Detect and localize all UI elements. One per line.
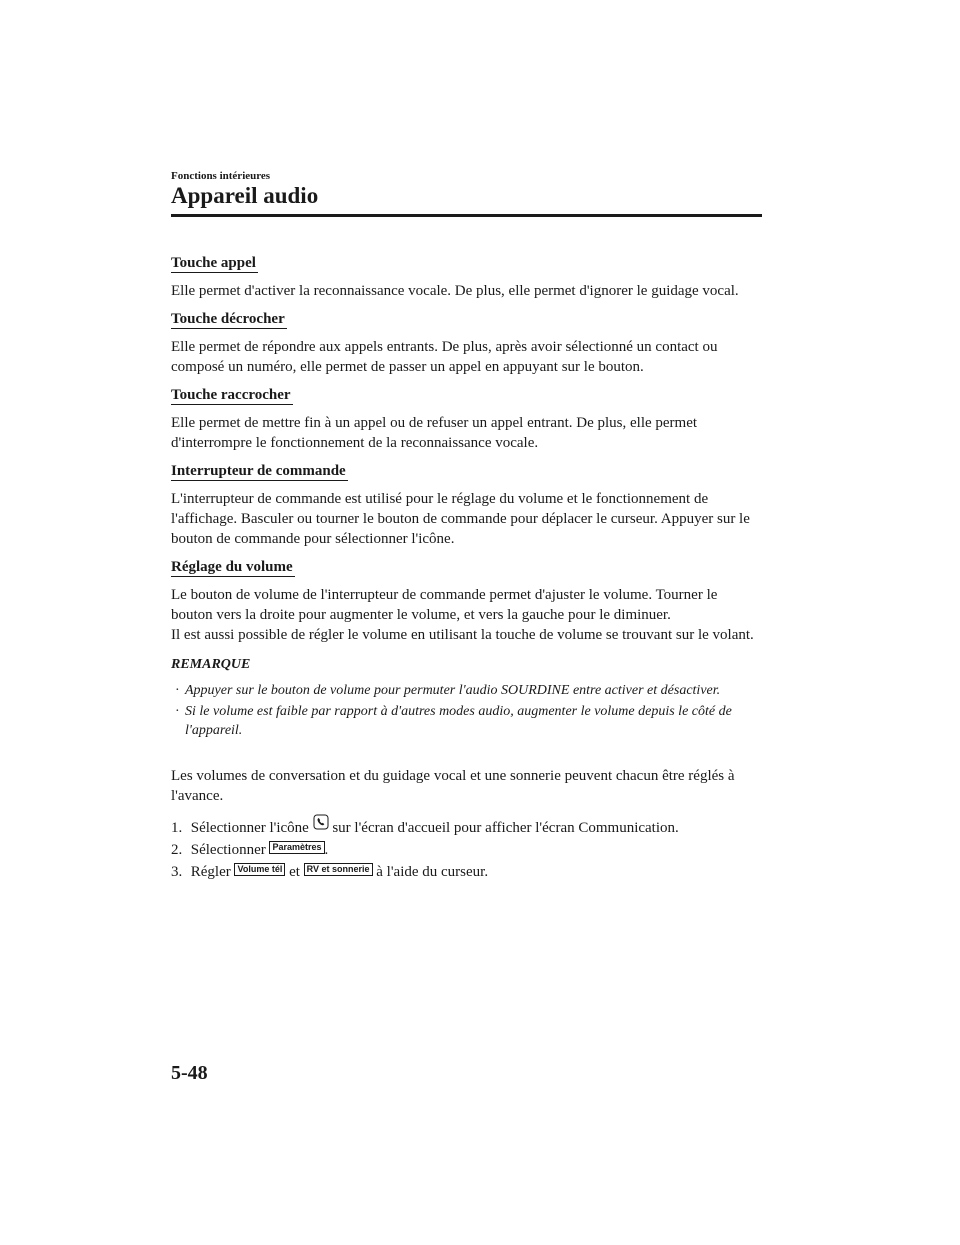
intro-paragraph: Les volumes de conversation et du guidage vocal et une sonnerie peuvent chacun être réglés à l'avance. <box>171 768 735 804</box>
section-heading: Réglage du volume <box>171 559 293 575</box>
page-number: 5-48 <box>171 1062 208 1084</box>
note-item <box>175 702 761 740</box>
section-heading: Touche raccrocher <box>171 387 291 403</box>
title-rule <box>171 214 762 217</box>
section-touche-appel <box>171 253 761 301</box>
section-paragraph: Il est aussi possible de régler le volume en utilisant la touche de volume se trouvant sur le volant. <box>171 627 754 643</box>
step-item <box>171 861 761 883</box>
section-paragraph: Elle permet d'activer la reconnaissance vocale. De plus, elle permet d'ignorer le guidage vocal. <box>171 283 739 299</box>
step-text: Sélectionner <box>190 842 266 858</box>
section-paragraph: Elle permet de mettre fin à un appel ou de refuser un appel entrant. De plus, elle permet d'interrompre le fonctionnement de la reconnaissance vocale. <box>171 415 698 451</box>
step-item <box>171 814 761 839</box>
step-text: . <box>324 842 329 858</box>
step-number: 2. <box>171 842 183 858</box>
steps-list <box>171 814 761 883</box>
step-text: à l'aide du curseur. <box>376 864 489 880</box>
parametres-key: Paramètres <box>269 841 324 854</box>
step-number: 3. <box>171 864 183 880</box>
note-item-text: Appuyer sur le bouton de volume pour permuter l'audio SOURDINE entre activer et désactiver. <box>185 683 721 698</box>
step-number: 1. <box>171 820 183 836</box>
section-reglage-volume <box>171 557 761 645</box>
rv-sonnerie-key: RV et sonnerie <box>304 863 373 876</box>
volume-tel-key: Volume tél <box>234 863 285 876</box>
section-heading: Interrupteur de commande <box>171 463 346 479</box>
section-touche-decrocher <box>171 309 761 377</box>
chapter-title: Appareil audio <box>171 183 319 208</box>
step-text: Régler <box>190 864 231 880</box>
section-interrupteur-commande <box>171 461 761 549</box>
section-heading: Touche décrocher <box>171 311 285 327</box>
note-title: REMARQUE <box>171 657 251 672</box>
step-item <box>171 839 761 861</box>
section-paragraph: L'interrupteur de commande est utilisé pour le réglage du volume et le fonctionnement de l'affichage. Basculer ou tourner le bouton de commande pour déplacer le curseur. Appuyer sur le bouton de commande pour sélectionner l'icône. <box>171 491 750 547</box>
content <box>171 253 761 883</box>
step-text: et <box>289 864 300 880</box>
note-item-text: Si le volume est faible par rapport à d'autres modes audio, augmenter le volume depuis le côté de l'appareil. <box>185 704 732 738</box>
bullet-icon: · <box>175 683 180 698</box>
note-box <box>171 655 761 740</box>
phone-icon <box>313 814 329 830</box>
step-text: sur l'écran d'accueil pour afficher l'écran Communication. <box>332 820 679 836</box>
section-paragraph: Le bouton de volume de l'interrupteur de commande permet d'ajuster le volume. Tourner le bouton vers la droite pour augmenter le volume, et vers la gauche pour le diminuer. <box>171 587 718 623</box>
section-heading: Touche appel <box>171 255 256 271</box>
section-paragraph: Elle permet de répondre aux appels entrants. De plus, après avoir sélectionné un contact ou composé un numéro, elle permet de passer un appel en appuyant sur le bouton. <box>171 339 718 375</box>
note-item <box>175 681 761 700</box>
step-text: Sélectionner l'icône <box>190 820 309 836</box>
section-touche-raccrocher <box>171 385 761 453</box>
note-list <box>175 681 761 740</box>
section-label: Fonctions intérieures <box>171 170 271 182</box>
bullet-icon: · <box>175 704 180 719</box>
